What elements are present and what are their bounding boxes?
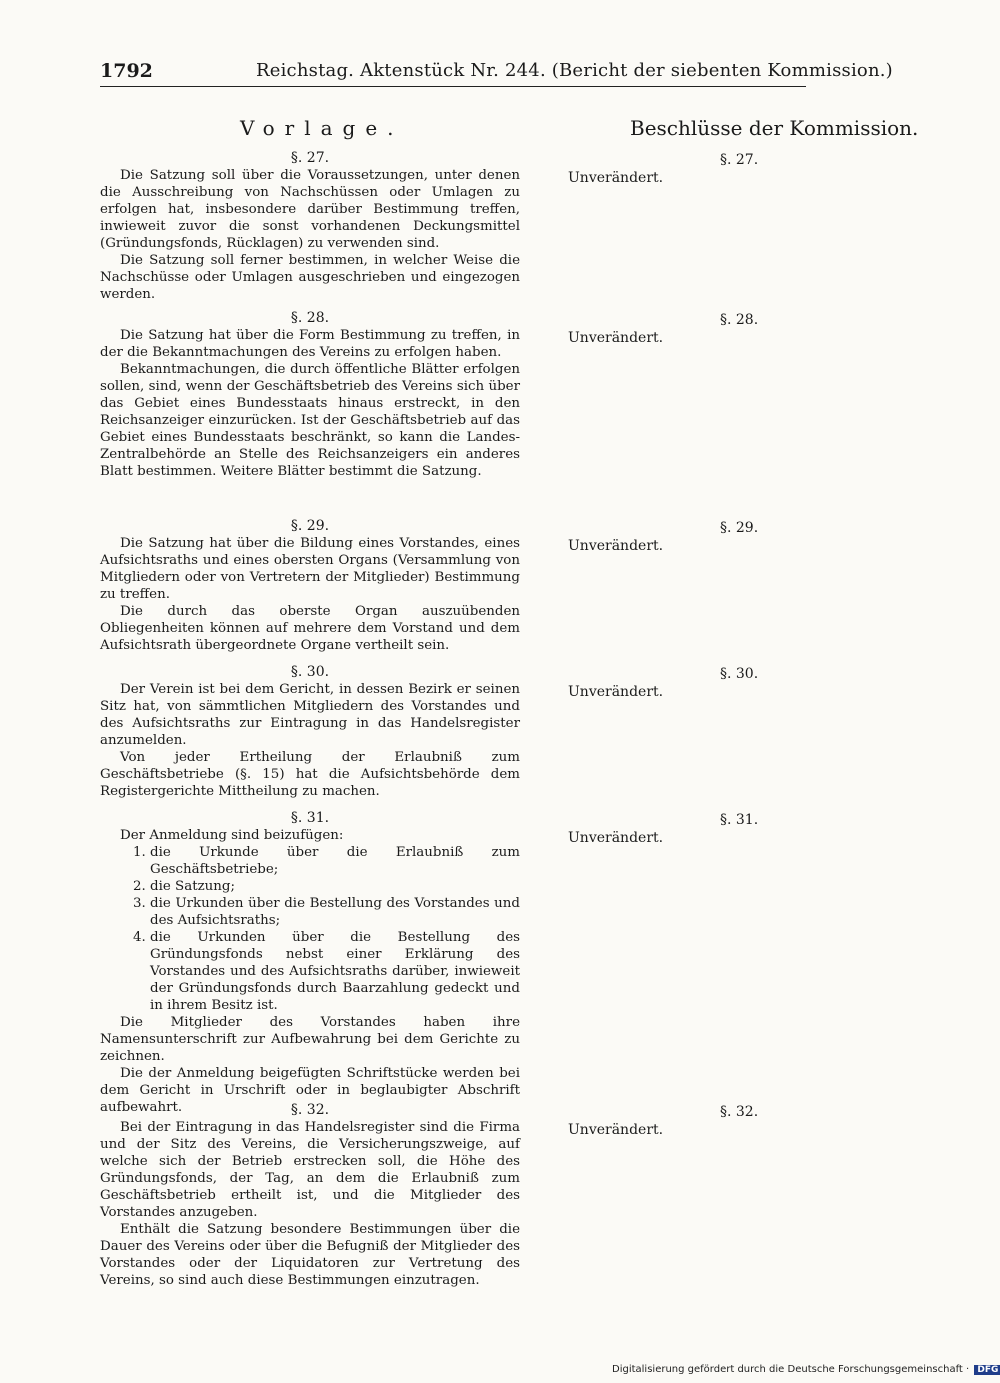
decision-section: §. 32.: [720, 1104, 759, 1120]
decision-text: Unverändert.: [568, 330, 664, 346]
decision-section: §. 28.: [720, 312, 759, 328]
decision-31: [560, 810, 800, 850]
decision-section: §. 30.: [720, 666, 759, 682]
decision-section: §. 31.: [720, 812, 759, 828]
paragraph: Von jeder Ertheilung der Erlaubniß zum Geschäftsbetriebe (§. 15) hat die Aufsichtsbehörde dem Registergerichte Mittheilung zu machen.: [100, 750, 520, 799]
paragraph: Enthält die Satzung besondere Bestimmungen über die Dauer des Vereins oder über die Befugniß der Mitglieder des Vorstandes oder der Liquidatoren zur Vertretung des Vereins, so sind auch diese Bestimmungen einzutragen.: [100, 1222, 520, 1288]
attachment-list: [100, 844, 520, 1014]
decision-text: Unverändert.: [568, 170, 664, 186]
decision-29: [560, 518, 800, 558]
page-number: 1792: [100, 60, 153, 82]
section-intro: Der Anmeldung sind beizufügen:: [120, 828, 344, 843]
section-title: §. 31.: [290, 810, 330, 826]
section-30: [100, 664, 520, 800]
paragraph: Die Satzung hat über die Form Bestimmung zu treffen, in der die Bekanntmachungen des Vereins zu erfolgen haben.: [100, 328, 520, 360]
section-title: §. 30.: [290, 664, 330, 680]
list-item: 1. die Urkunde über die Erlaubniß zum Geschäftsbetriebe;: [150, 844, 520, 878]
section-27: [100, 150, 520, 303]
running-header: [100, 60, 893, 88]
section-31: [100, 810, 520, 1116]
section-title: §. 32.: [290, 1102, 330, 1118]
paragraph: Bei der Eintragung in das Handelsregister sind die Firma und der Sitz des Vereins, die Versicherungszweige, auf welche sich der Betrieb erstrecken soll, die Höhe des Gründungsfonds, der Tag, an dem die Erlaubniß zum Geschäftsbetrieb ertheilt ist, und die Mitglieder des Vorstandes anzugeben.: [100, 1120, 520, 1220]
dfg-logo: DFG: [974, 1365, 1000, 1375]
decision-text: Unverändert.: [568, 538, 664, 554]
section-title: §. 27.: [290, 150, 330, 166]
section-title: §. 29.: [290, 518, 330, 534]
section-32: [100, 1102, 520, 1289]
decision-text: Unverändert.: [568, 830, 664, 846]
header-rule: [100, 86, 806, 87]
paragraph: Bekanntmachungen, die durch öffentliche Blätter erfolgen sollen, sind, wenn der Geschäftsbetrieb des Vereins sich über das Gebiet eines Bundesstaats hinaus erstreckt, in den Reichsanzeiger einzurücken. Ist der Geschäftsbetrieb auf das Gebiet eines Bundesstaats beschränkt, so kann die Landes-Zentralbehörde an Stelle des Reichsanzeigers ein anderes Blatt bestimmen. Weitere Blätter bestimmt die Satzung.: [100, 362, 520, 479]
section-title: §. 28.: [290, 310, 330, 326]
paragraph: Die durch das oberste Organ auszuübenden Obliegenheiten können auf mehrere dem Vorstand und dem Aufsichtsrath übergeordnete Organe vertheilt sein.: [100, 604, 520, 653]
list-item: 2. die Satzung;: [150, 878, 520, 895]
paragraph: Die Satzung soll ferner bestimmen, in welcher Weise die Nachschüsse oder Umlagen ausgeschrieben und eingezogen werden.: [100, 253, 520, 302]
column-heading-beschluesse: Beschlüsse der Kommission.: [630, 116, 919, 140]
decision-section: §. 27.: [720, 152, 759, 168]
paragraph: Die Satzung hat über die Bildung eines Vorstandes, eines Aufsichtsraths und eines obersten Organs (Versammlung von Mitgliedern oder von Vertretern der Mitglieder) Bestimmung zu treffen.: [100, 536, 520, 602]
decision-28: [560, 310, 800, 350]
digitization-footer: [612, 1364, 1000, 1375]
paragraph: Die Satzung soll über die Voraussetzungen, unter denen die Ausschreibung von Nachschüssen oder Umlagen zu erfolgen hat, insbesondere darüber Bestimmung treffen, inwieweit zuvor die sonst vorhandenen Deckungsmittel (Gründungsfonds, Rücklagen) zu verwenden sind.: [100, 168, 520, 251]
paragraph: Der Verein ist bei dem Gericht, in dessen Bezirk er seinen Sitz hat, von sämmtlichen Mitgliedern des Vorstandes und des Aufsichtsraths zur Eintragung in das Handelsregister anzumelden.: [100, 682, 520, 748]
section-29: [100, 518, 520, 654]
paragraph: Die Mitglieder des Vorstandes haben ihre Namensunterschrift zur Aufbewahrung bei dem Gerichte zu zeichnen.: [100, 1015, 520, 1064]
header-title: Reichstag. Aktenstück Nr. 244. (Bericht der siebenten Kommission.): [256, 60, 893, 81]
section-28: [100, 310, 520, 480]
decision-text: Unverändert.: [568, 1122, 664, 1138]
decision-text: Unverändert.: [568, 684, 664, 700]
list-item: 4. die Urkunden über die Bestellung des Gründungsfonds nebst einer Erklärung des Vorstandes und des Aufsichtsraths darüber, inwieweit der Gründungsfonds durch Baarzahlung gedeckt und in ihrem Besitz ist.: [150, 929, 520, 1014]
list-item: 3. die Urkunden über die Bestellung des Vorstandes und des Aufsichtsraths;: [150, 895, 520, 929]
column-heading-vorlage: Vorlage.: [240, 116, 404, 140]
decision-32: [560, 1102, 800, 1142]
decision-30: [560, 664, 800, 704]
decision-27: [560, 150, 800, 190]
decision-section: §. 29.: [720, 520, 759, 536]
footer-text: Digitalisierung gefördert durch die Deutsche Forschungsgemeinschaft ·: [612, 1364, 970, 1375]
paragraph: Die der Anmeldung beigefügten Schriftstücke werden bei dem Gericht in Urschrift oder in beglaubigter Abschrift aufbewahrt.: [100, 1066, 520, 1115]
